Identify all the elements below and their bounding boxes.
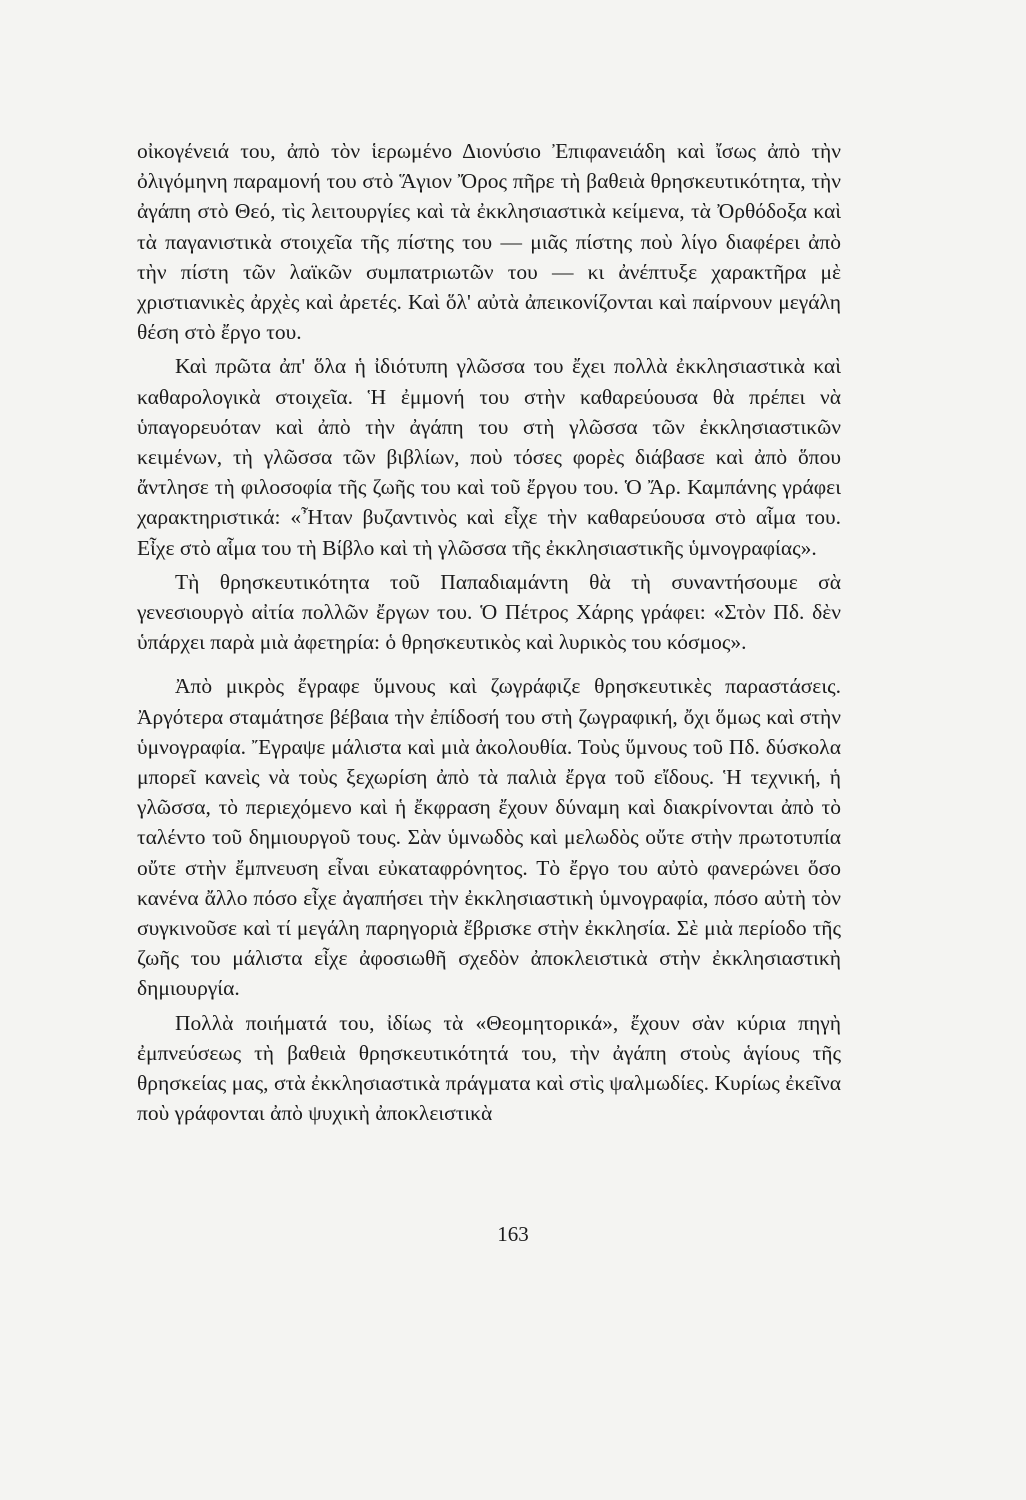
paragraph-3: Τὴ θρησκευτικότητα τοῦ Παπαδιαμάντη θὰ τὴ συναντήσουμε σὰ γενεσιουργὸ αἰτία πολλῶν ἔργων του. Ὁ Πέτρος Χάρης γράφει: «Στὸν Πδ. δὲν ὑπάρχει παρὰ μιὰ ἀφετηρία: ὁ θρησκευτικὸς καὶ λυρικὸς του κόσμος». xyxy=(137,569,841,655)
paragraph-5: Πολλὰ ποιήματά του, ἰδίως τὰ «Θεομητορικά», ἔχουν σὰν κύρια πηγὴ ἐμπνεύσεως τὴ βαθειὰ θρησκευτικότητά του, τὴν ἀγάπη στοὺς ἁγίους τῆς θρησκείας μας, στὰ ἐκκλησιαστικὰ πράγματα καὶ στὶς ψαλμωδίες. Κυρίως ἐκεῖνα ποὺ γράφονται ἀπὸ ψυχικὴ ἀποκλειστικὰ xyxy=(137,1010,841,1126)
paragraph-2: Καὶ πρῶτα ἀπ' ὅλα ἡ ἰδιότυπη γλῶσσα του ἔχει πολλὰ ἐκκλησιαστικὰ καὶ καθαρολογικὰ στοιχεῖα. Ἡ ἐμμονή του στὴν καθαρεύουσα θὰ πρέπει νὰ ὑπαγορευόταν καὶ ἀπὸ τὴν ἀγάπη του στὴ γλῶσσα τῶν ἐκκλησιαστικῶν κειμένων, τὴ γλῶσσα τῶν βιβλίων, ποὺ τόσες φορὲς διάβασε καὶ ἀπὸ ὅπου ἄντλησε τὴ φιλοσοφία τῆς ζωῆς του καὶ τοῦ ἔργου του. Ὁ Ἄρ. Καμπάνης γράφει χαρακτηριστικά: «Ἦταν βυζαντινὸς καὶ εἶχε τὴν καθαρεύουσα στὸ αἷμα του. Εἶχε στὸ αἷμα του τὴ Βίβλο καὶ τὴ γλῶσσα τῆς ἐκκλησιαστικῆς ὑμνογραφίας». xyxy=(137,354,841,560)
paragraph-4: Ἀπὸ μικρὸς ἔγραφε ὕμνους καὶ ζωγράφιζε θρησκευτικὲς παραστάσεις. Ἀργότερα σταμάτησε βέβαια τὴν ἐπίδοσή του στὴ ζωγραφική, ὄχι ὅμως καὶ στὴν ὑμνογραφία. Ἔγραψε μάλιστα καὶ μιὰ ἀκολουθία. Τοὺς ὕμνους τοῦ Πδ. δύσκολα μπορεῖ κανεὶς νὰ τοὺς ξεχωρίση ἀπὸ τὰ παλιὰ ἔργα τοῦ εἴδους. Ἡ τεχνική, ἡ γλῶσσα, τὸ περιεχόμενο καὶ ἡ ἔκφραση ἔχουν δύναμη καὶ διακρίνονται ἀπὸ τὸ ταλέντο τοῦ δημιουργοῦ τους. Σὰν ὑμνωδὸς καὶ μελωδὸς οὔτε στὴν πρωτοτυπία οὔτε στὴν ἔμπνευση εἶναι εὐκαταφρόνητος. Τὸ ἔργο του αὐτὸ φανερώνει ὅσο κανένα ἄλλο πόσο εἶχε ἀγαπήσει τὴν ἐκκλησιαστικὴ ὑμνογραφία, πόσο αὐτὴ τὸν συγκινοῦσε καὶ τί μεγάλη παρηγοριὰ ἔβρισκε στὴν ἐκκλησία. Σὲ μιὰ περίοδο τῆς ζωῆς του μάλιστα εἶχε ἀφοσιωθῆ σχεδὸν ἀποκλειστικὰ στὴν ἐκκλησιαστικὴ δημιουργία. xyxy=(137,674,841,1001)
paragraph-1: οἰκογένειά του, ἀπὸ τὸν ἱερωμένο Διονύσιο Ἐπιφανειάδη καὶ ἴσως ἀπὸ τὴν ὀλιγόμηνη παραμονή του στὸ Ἅγιον Ὄρος πῆρε τὴ βαθειὰ θρησκευτικότητα, τὴν ἀγάπη στὸ Θεό, τὶς λειτουργίες καὶ τὰ ἐκκλησιαστικὰ κείμενα, τὰ Ὀρθόδοξα καὶ τὰ παγανιστικὰ στοιχεῖα τῆς πίστης του — μιᾶς πίστης ποὺ λίγο διαφέρει ἀπὸ τὴν πίστη τῶν λαϊκῶν συμπατριωτῶν του — κι ἀνέπτυξε χαρακτῆρα μὲ χριστιανικὲς ἀρχὲς καὶ ἀρετές. Καὶ ὅλ' αὐτὰ ἀπεικονίζονται καὶ παίρνουν μεγάλη θέση στὸ ἔργο του. xyxy=(137,139,841,345)
body-text xyxy=(137,136,841,1133)
page-number: 163 xyxy=(497,1222,529,1246)
